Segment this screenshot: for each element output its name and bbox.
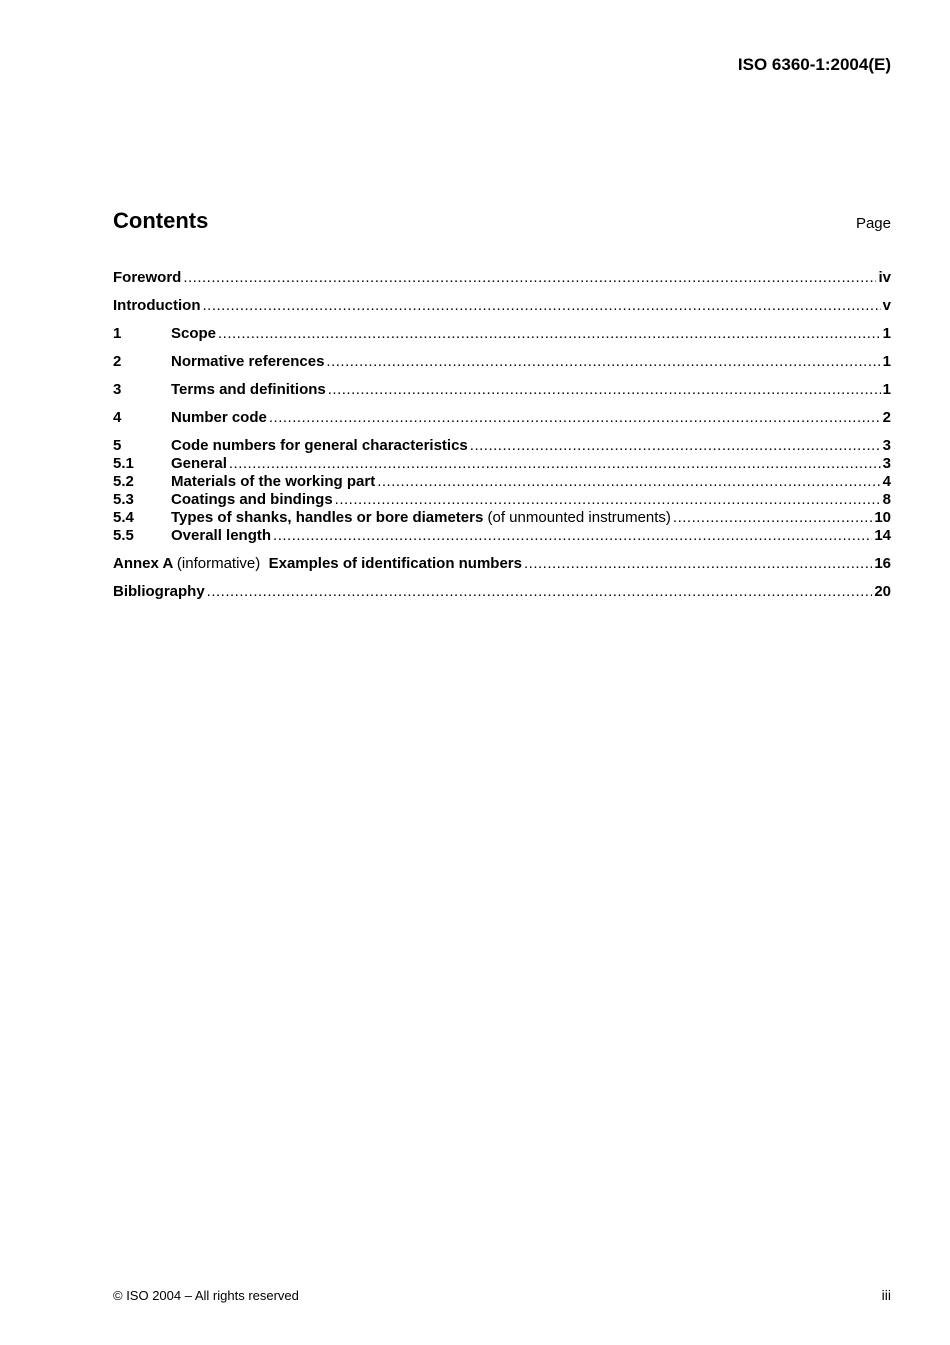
toc-entry-general[interactable]	[113, 455, 891, 473]
leader-dots	[183, 269, 876, 287]
toc-entry-annex-a[interactable]	[113, 555, 891, 573]
toc-entry-page: 16	[874, 555, 891, 572]
toc-entry-label-suffix: (of unmounted instruments)	[487, 509, 671, 526]
footer-page-number: iii	[881, 1287, 891, 1303]
toc-entry-shanks[interactable]	[113, 509, 891, 527]
toc-entry-page: 4	[882, 473, 891, 490]
annex-title: Examples of identification numbers	[268, 555, 522, 572]
toc-entry-number: 5	[113, 437, 122, 454]
toc-entry-page: 10	[874, 509, 891, 526]
toc-entry-label	[113, 555, 522, 573]
toc-entry-label: Materials of the working part	[171, 473, 376, 490]
annex-id: Annex A	[113, 555, 173, 572]
toc-entry-code-numbers[interactable]	[113, 437, 891, 455]
toc-entry-label: Scope	[171, 325, 217, 342]
leader-dots	[673, 509, 872, 527]
toc-entry-page: 1	[882, 325, 891, 342]
toc-entry-label: Bibliography	[113, 583, 205, 600]
toc-entry-number: 5.1	[113, 455, 134, 472]
toc-entry-number: 5.2	[113, 473, 134, 490]
toc-entry-page: iv	[878, 269, 891, 286]
toc-entry-number-code[interactable]	[113, 409, 891, 427]
toc-entry-overall-length[interactable]	[113, 527, 891, 545]
leader-dots	[335, 491, 881, 509]
toc-entry-label-bold: Types of shanks, handles or bore diameters	[171, 509, 484, 526]
toc-entry-page: 3	[882, 437, 891, 454]
toc-entry-terms-and-definitions[interactable]	[113, 381, 891, 399]
leader-dots	[218, 325, 881, 343]
toc-entry-label: General	[171, 455, 227, 472]
leader-dots	[328, 381, 881, 399]
toc-entry-number: 3	[113, 381, 122, 398]
page-column-label: Page	[855, 215, 891, 232]
toc-entry-page: 1	[882, 353, 891, 370]
toc-entry-page: 3	[882, 455, 891, 472]
toc-entry-number: 2	[113, 353, 122, 370]
toc-entry-label: Terms and definitions	[171, 381, 326, 398]
leader-dots	[269, 409, 881, 427]
leader-dots	[207, 583, 873, 601]
toc-entry-materials[interactable]	[113, 473, 891, 491]
toc-entry-label: Overall length	[171, 527, 272, 544]
leader-dots	[470, 437, 881, 455]
toc-entry-number: 5.4	[113, 509, 134, 526]
toc-entry-normative-references[interactable]	[113, 353, 891, 371]
toc-entry-page: 2	[882, 409, 891, 426]
toc-entry-page: 14	[874, 527, 891, 544]
toc-entry-label: Number code	[171, 409, 267, 426]
toc-entry-number: 4	[113, 409, 122, 426]
leader-dots	[229, 455, 881, 473]
toc-entry-label: Coatings and bindings	[171, 491, 333, 508]
toc-entry-page: 8	[882, 491, 891, 508]
footer-copyright: © ISO 2004 – All rights reserved	[113, 1288, 299, 1303]
leader-dots	[326, 353, 880, 371]
toc-entry-scope[interactable]	[113, 325, 891, 343]
annex-type: (informative)	[176, 555, 261, 572]
toc-entry-bibliography[interactable]	[113, 583, 891, 601]
leader-dots	[377, 473, 880, 491]
leader-dots	[273, 527, 872, 545]
toc-title: Contents	[113, 208, 209, 233]
toc-entry-label	[171, 509, 671, 527]
toc-entry-number: 1	[113, 325, 122, 342]
toc-entry-number: 5.3	[113, 491, 134, 508]
leader-dots	[524, 555, 872, 573]
toc-entry-foreword[interactable]	[113, 269, 891, 287]
toc-entry-label: Introduction	[113, 297, 201, 314]
toc-entry-label: Code numbers for general characteristics	[171, 437, 468, 454]
toc-entry-number: 5.5	[113, 527, 134, 544]
leader-dots	[202, 297, 880, 315]
header-doc-code: ISO 6360-1:2004(E)	[737, 55, 891, 74]
table-of-contents	[113, 269, 891, 601]
toc-entry-label: Normative references	[171, 353, 325, 370]
toc-entry-label: Foreword	[113, 269, 182, 286]
toc-entry-page: 1	[882, 381, 891, 398]
toc-entry-page: 20	[874, 583, 891, 600]
toc-entry-page: v	[882, 297, 891, 314]
toc-entry-introduction[interactable]	[113, 297, 891, 315]
toc-entry-coatings[interactable]	[113, 491, 891, 509]
